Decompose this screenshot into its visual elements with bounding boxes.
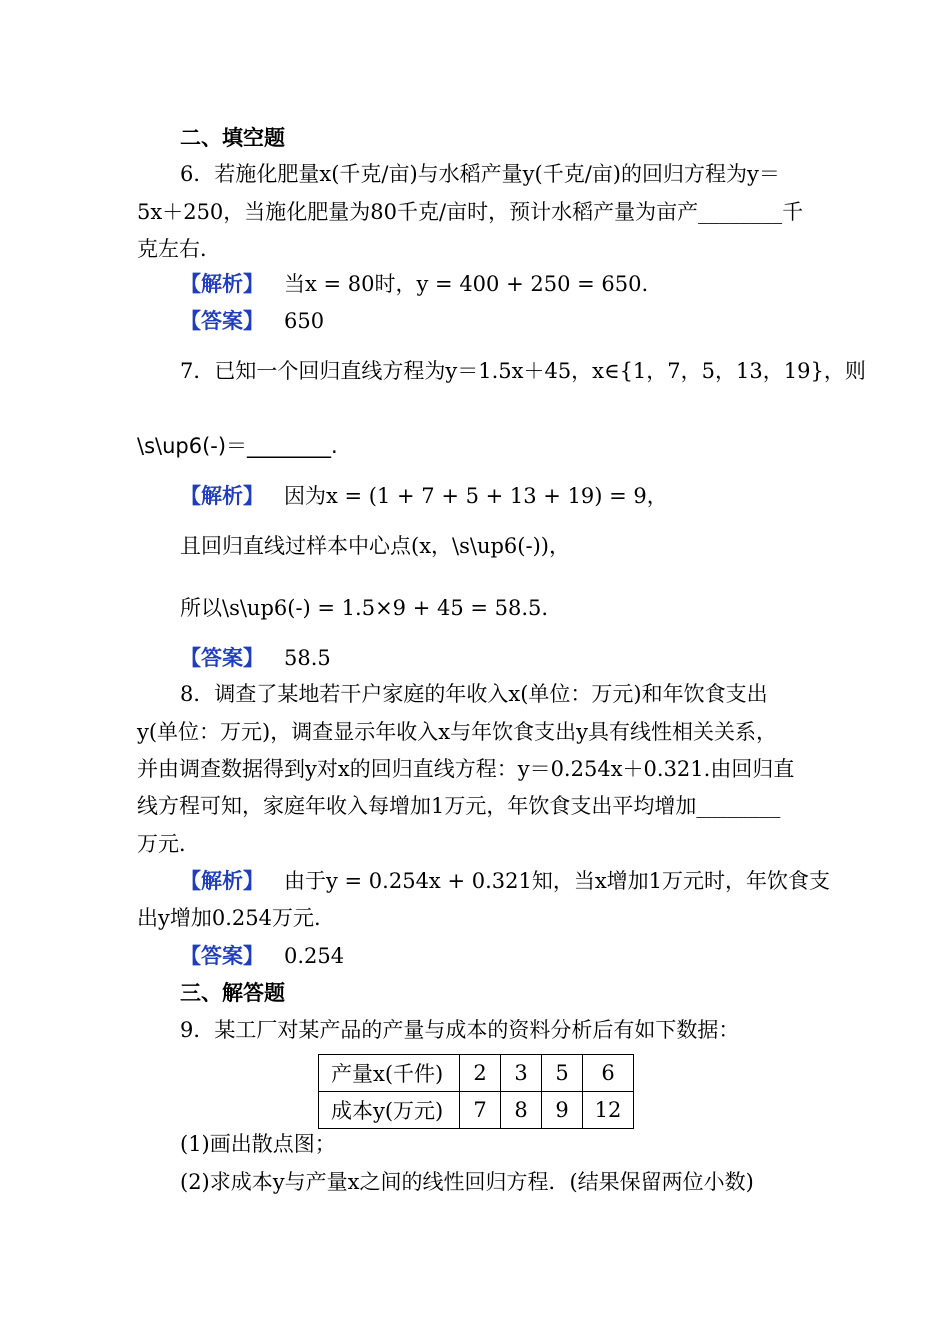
q7-analysis-3: 所以\s\up6(-) = 1.5×9 + 45 = 58.5. [180, 596, 549, 620]
table-cell: 7 [460, 1092, 501, 1129]
q6-answer [180, 307, 860, 335]
q8-line-2: y(单位：万元)，调查显示年收入x与年饮食支出y具有线性相关关系， [137, 720, 777, 744]
q6-analysis-text: 当x = 80时，y = 400 + 250 = 650. [284, 272, 649, 296]
table-cell: 5 [542, 1055, 583, 1092]
table-cell: 3 [501, 1055, 542, 1092]
q7-line-1: 7．已知一个回归直线方程为y＝1.5x＋45，x∈{1，7，5，13，19}，则 [180, 359, 866, 383]
table-cell: 6 [583, 1055, 634, 1092]
table-cell: 9 [542, 1092, 583, 1129]
table-row-label: 产量x(千件) [319, 1055, 460, 1092]
analysis-label: 【解析】 [180, 272, 264, 296]
q6-answer-text: 650 [284, 309, 325, 333]
q8-line-4: 线方程可知，家庭年收入每增加1万元，年饮食支出平均增加________ [137, 794, 781, 818]
q7-analysis [180, 482, 860, 510]
table-row [319, 1055, 634, 1092]
q8-line-1: 8．调查了某地若干户家庭的年收入x(单位：万元)和年饮食支出 [180, 682, 768, 706]
q8-answer [180, 942, 860, 970]
q8-analysis-2: 出y增加0.254万元. [137, 906, 321, 930]
q7-analysis-text: 因为x = (1 + 7 + 5 + 13 + 19) = 9， [284, 484, 668, 508]
table-row [319, 1092, 634, 1129]
q6-line-3: 克左右． [137, 237, 221, 261]
q6-line-1: 6．若施化肥量x(千克/亩)与水稻产量y(千克/亩)的回归方程为y＝ [180, 162, 780, 186]
q6-line-2: 5x＋250，当施化肥量为80千克/亩时，预计水稻产量为亩产________千 [137, 200, 804, 224]
answer-label: 【答案】 [180, 646, 264, 670]
q8-analysis [180, 867, 860, 895]
table-cell: 12 [583, 1092, 634, 1129]
data-table [318, 1054, 634, 1129]
q9-part-1: (1)画出散点图； [180, 1132, 336, 1156]
answer-label: 【答案】 [180, 309, 264, 333]
q9-part-2: (2)求成本y与产量x之间的线性回归方程．(结果保留两位小数) [180, 1170, 754, 1194]
q8-analysis-text: 由于y = 0.254x + 0.321知，当x增加1万元时，年饮食支 [284, 869, 831, 893]
q7-line-2: \s\up6(-)＝________. [137, 434, 338, 458]
q8-line-5: 万元． [137, 832, 200, 856]
q7-analysis-2: 且回归直线过样本中心点(x，\s\up6(-))， [180, 534, 570, 558]
q7-answer-text: 58.5 [284, 646, 331, 670]
section-heading-solve: 三、解答题 [180, 981, 285, 1005]
table-cell: 8 [501, 1092, 542, 1129]
analysis-label: 【解析】 [180, 869, 264, 893]
q8-line-3: 并由调查数据得到y对x的回归直线方程：y＝0.254x＋0.321.由回归直 [137, 757, 795, 781]
answer-label: 【答案】 [180, 944, 264, 968]
analysis-label: 【解析】 [180, 484, 264, 508]
section-heading-fill-blank: 二、填空题 [180, 126, 285, 150]
q6-analysis [180, 270, 860, 298]
table-cell: 2 [460, 1055, 501, 1092]
q7-answer [180, 644, 860, 672]
q8-answer-text: 0.254 [284, 944, 345, 968]
table-row-label: 成本y(万元) [319, 1092, 460, 1129]
q9-line-1: 9．某工厂对某产品的产量与成本的资料分析后有如下数据： [180, 1018, 740, 1042]
